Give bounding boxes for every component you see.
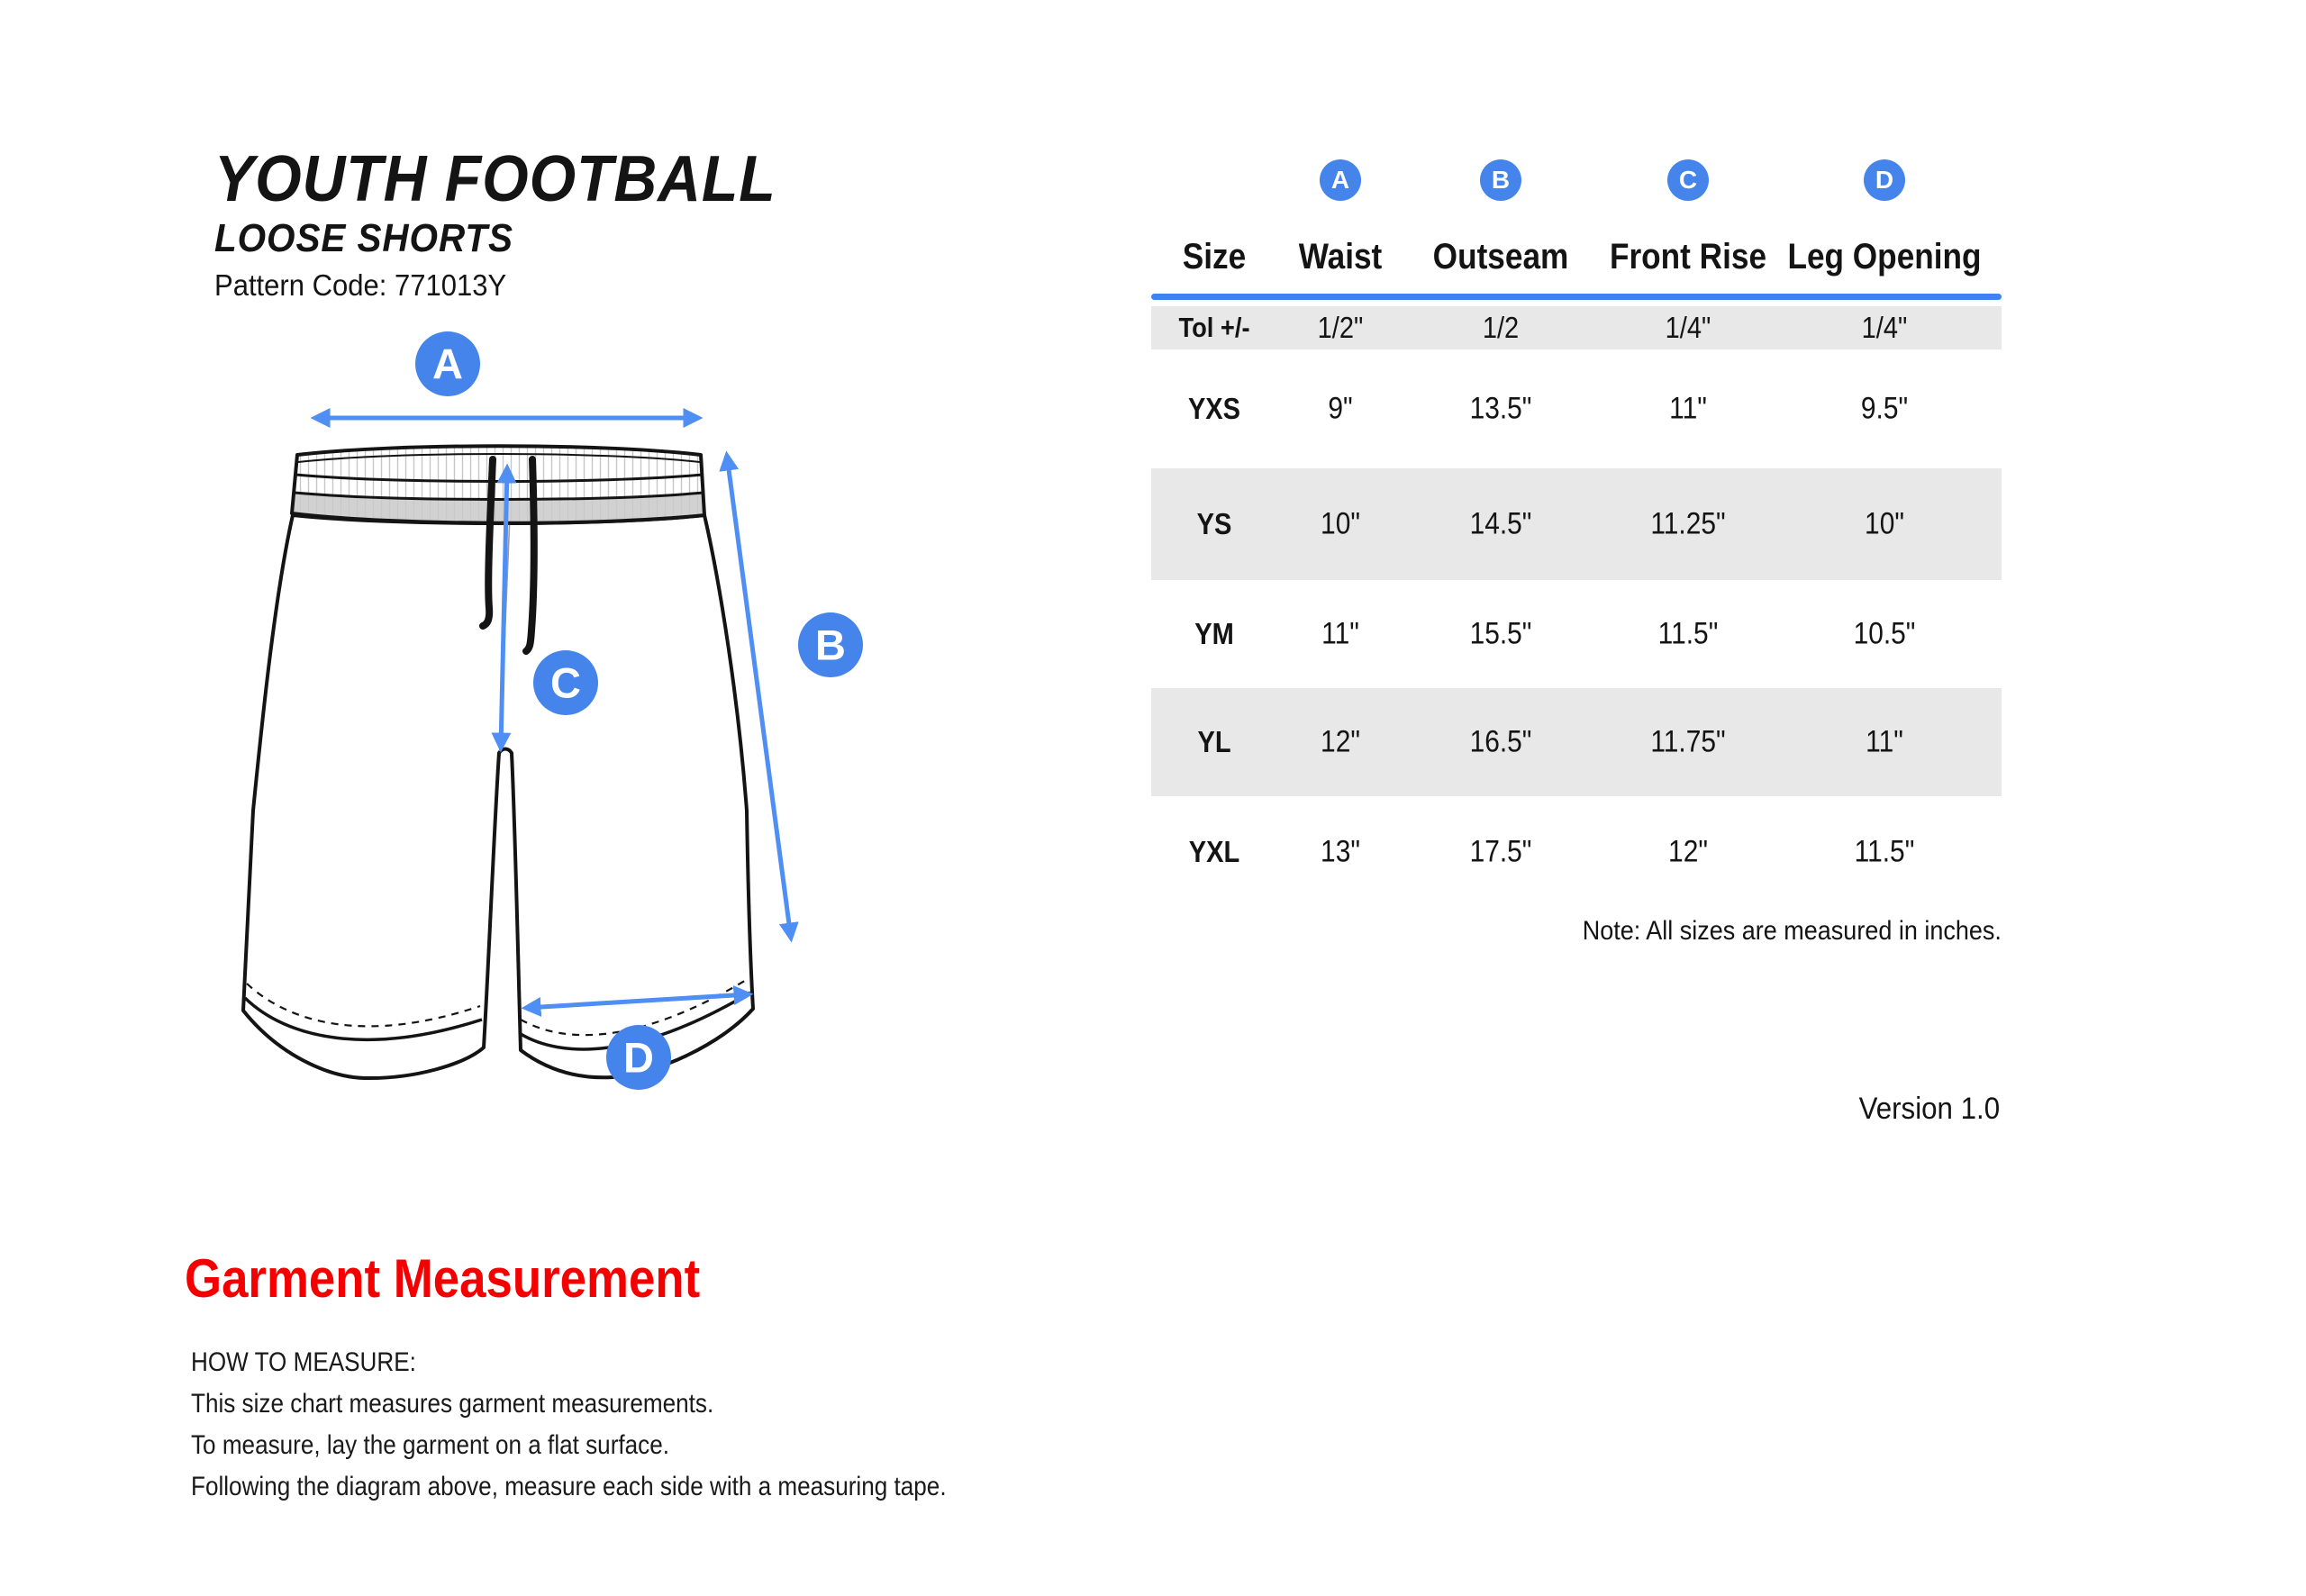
diagram-marker-A [415,331,480,396]
instruction-line: This size chart measures garment measurements. [191,1389,714,1419]
front-rise-value: 11" [1669,391,1707,426]
header-front-rise: Front Rise [1609,237,1767,277]
tolerance-outseam: 1/2 [1482,311,1520,344]
waist-value: 9" [1328,391,1353,426]
tolerance-front-rise: 1/4" [1665,311,1711,344]
size-label: YXS [1187,392,1241,425]
diagram-marker-B [798,612,863,677]
size-table [1151,140,2002,1139]
tolerance-waist: 1/2" [1317,311,1364,344]
table-row-ys [1151,468,2002,580]
column-marker-circle-C: C [1667,159,1709,201]
diagram-letter-B: B [815,621,846,669]
column-marker-circle-D: D [1864,159,1905,201]
garment-measurement-heading: Garment Measurement [185,1248,701,1309]
front-rise-value: 12" [1668,834,1708,869]
diagram-marker-D [606,1025,671,1090]
pattern-code: Pattern Code: 771013Y [214,268,507,302]
shorts-measurement-diagram [126,324,1027,1135]
version-label: Version 1.0 [1858,1092,2000,1126]
front-rise-value: 11.25" [1650,506,1726,541]
leg-opening-value: 10.5" [1853,616,1916,651]
product-subtitle: LOOSE SHORTS [214,216,513,260]
tolerance-leg-opening: 1/4" [1861,311,1908,344]
leg-opening-value: 9.5" [1860,391,1909,426]
size-label: YL [1197,725,1231,758]
waist-value: 13" [1321,834,1360,869]
table-row-yl [1151,688,2002,796]
instruction-line: To measure, lay the garment on a flat surface. [191,1430,669,1460]
outseam-value: 14.5" [1469,506,1532,541]
diagram-letter-A: A [432,340,463,388]
leg-opening-value: 11.5" [1854,834,1915,869]
front-rise-value: 11.75" [1650,724,1726,759]
tolerance-row [1151,306,2002,349]
instruction-line: Following the diagram above, measure each side with a measuring tape. [191,1472,947,1501]
outseam-value: 17.5" [1469,834,1532,869]
table-header-row [1151,237,2002,275]
waist-value: 11" [1321,616,1359,651]
header-size: Size [1182,237,1247,277]
shorts-line-art [126,324,1027,1135]
table-row-ym [1151,580,2002,688]
tolerance-label: Tol +/- [1178,312,1250,343]
outseam-value: 13.5" [1469,391,1532,426]
table-row-yxl [1151,796,2002,908]
product-title: YOUTH FOOTBALL [214,143,776,215]
how-to-measure-title: HOW TO MEASURE: [191,1347,416,1377]
column-marker-circle-A: A [1320,159,1361,201]
header-waist: Waist [1298,237,1383,277]
column-marker-circle-B: B [1480,159,1521,201]
header-outseam: Outseam [1432,237,1569,277]
units-note: Note: All sizes are measured in inches. [1582,916,2002,946]
front-rise-value: 11.5" [1657,616,1719,651]
diagram-letter-C: C [550,658,581,707]
table-row-yxs [1151,349,2002,468]
waist-value: 10" [1321,506,1360,541]
waist-value: 12" [1321,724,1360,759]
leg-opening-value: 11" [1866,724,1903,759]
outseam-value: 16.5" [1469,724,1532,759]
size-label: YXL [1188,835,1240,868]
size-label: YS [1196,507,1232,540]
diagram-marker-C [533,650,598,715]
leg-opening-value: 10" [1865,506,1904,541]
size-label: YM [1194,617,1234,650]
outseam-value: 15.5" [1469,616,1532,651]
diagram-letter-D: D [623,1033,654,1082]
shorts-body-outline [243,515,753,1078]
header-leg-opening: Leg Opening [1787,237,1982,277]
how-to-measure-block [191,1342,947,1508]
header-divider-line [1151,294,2002,300]
